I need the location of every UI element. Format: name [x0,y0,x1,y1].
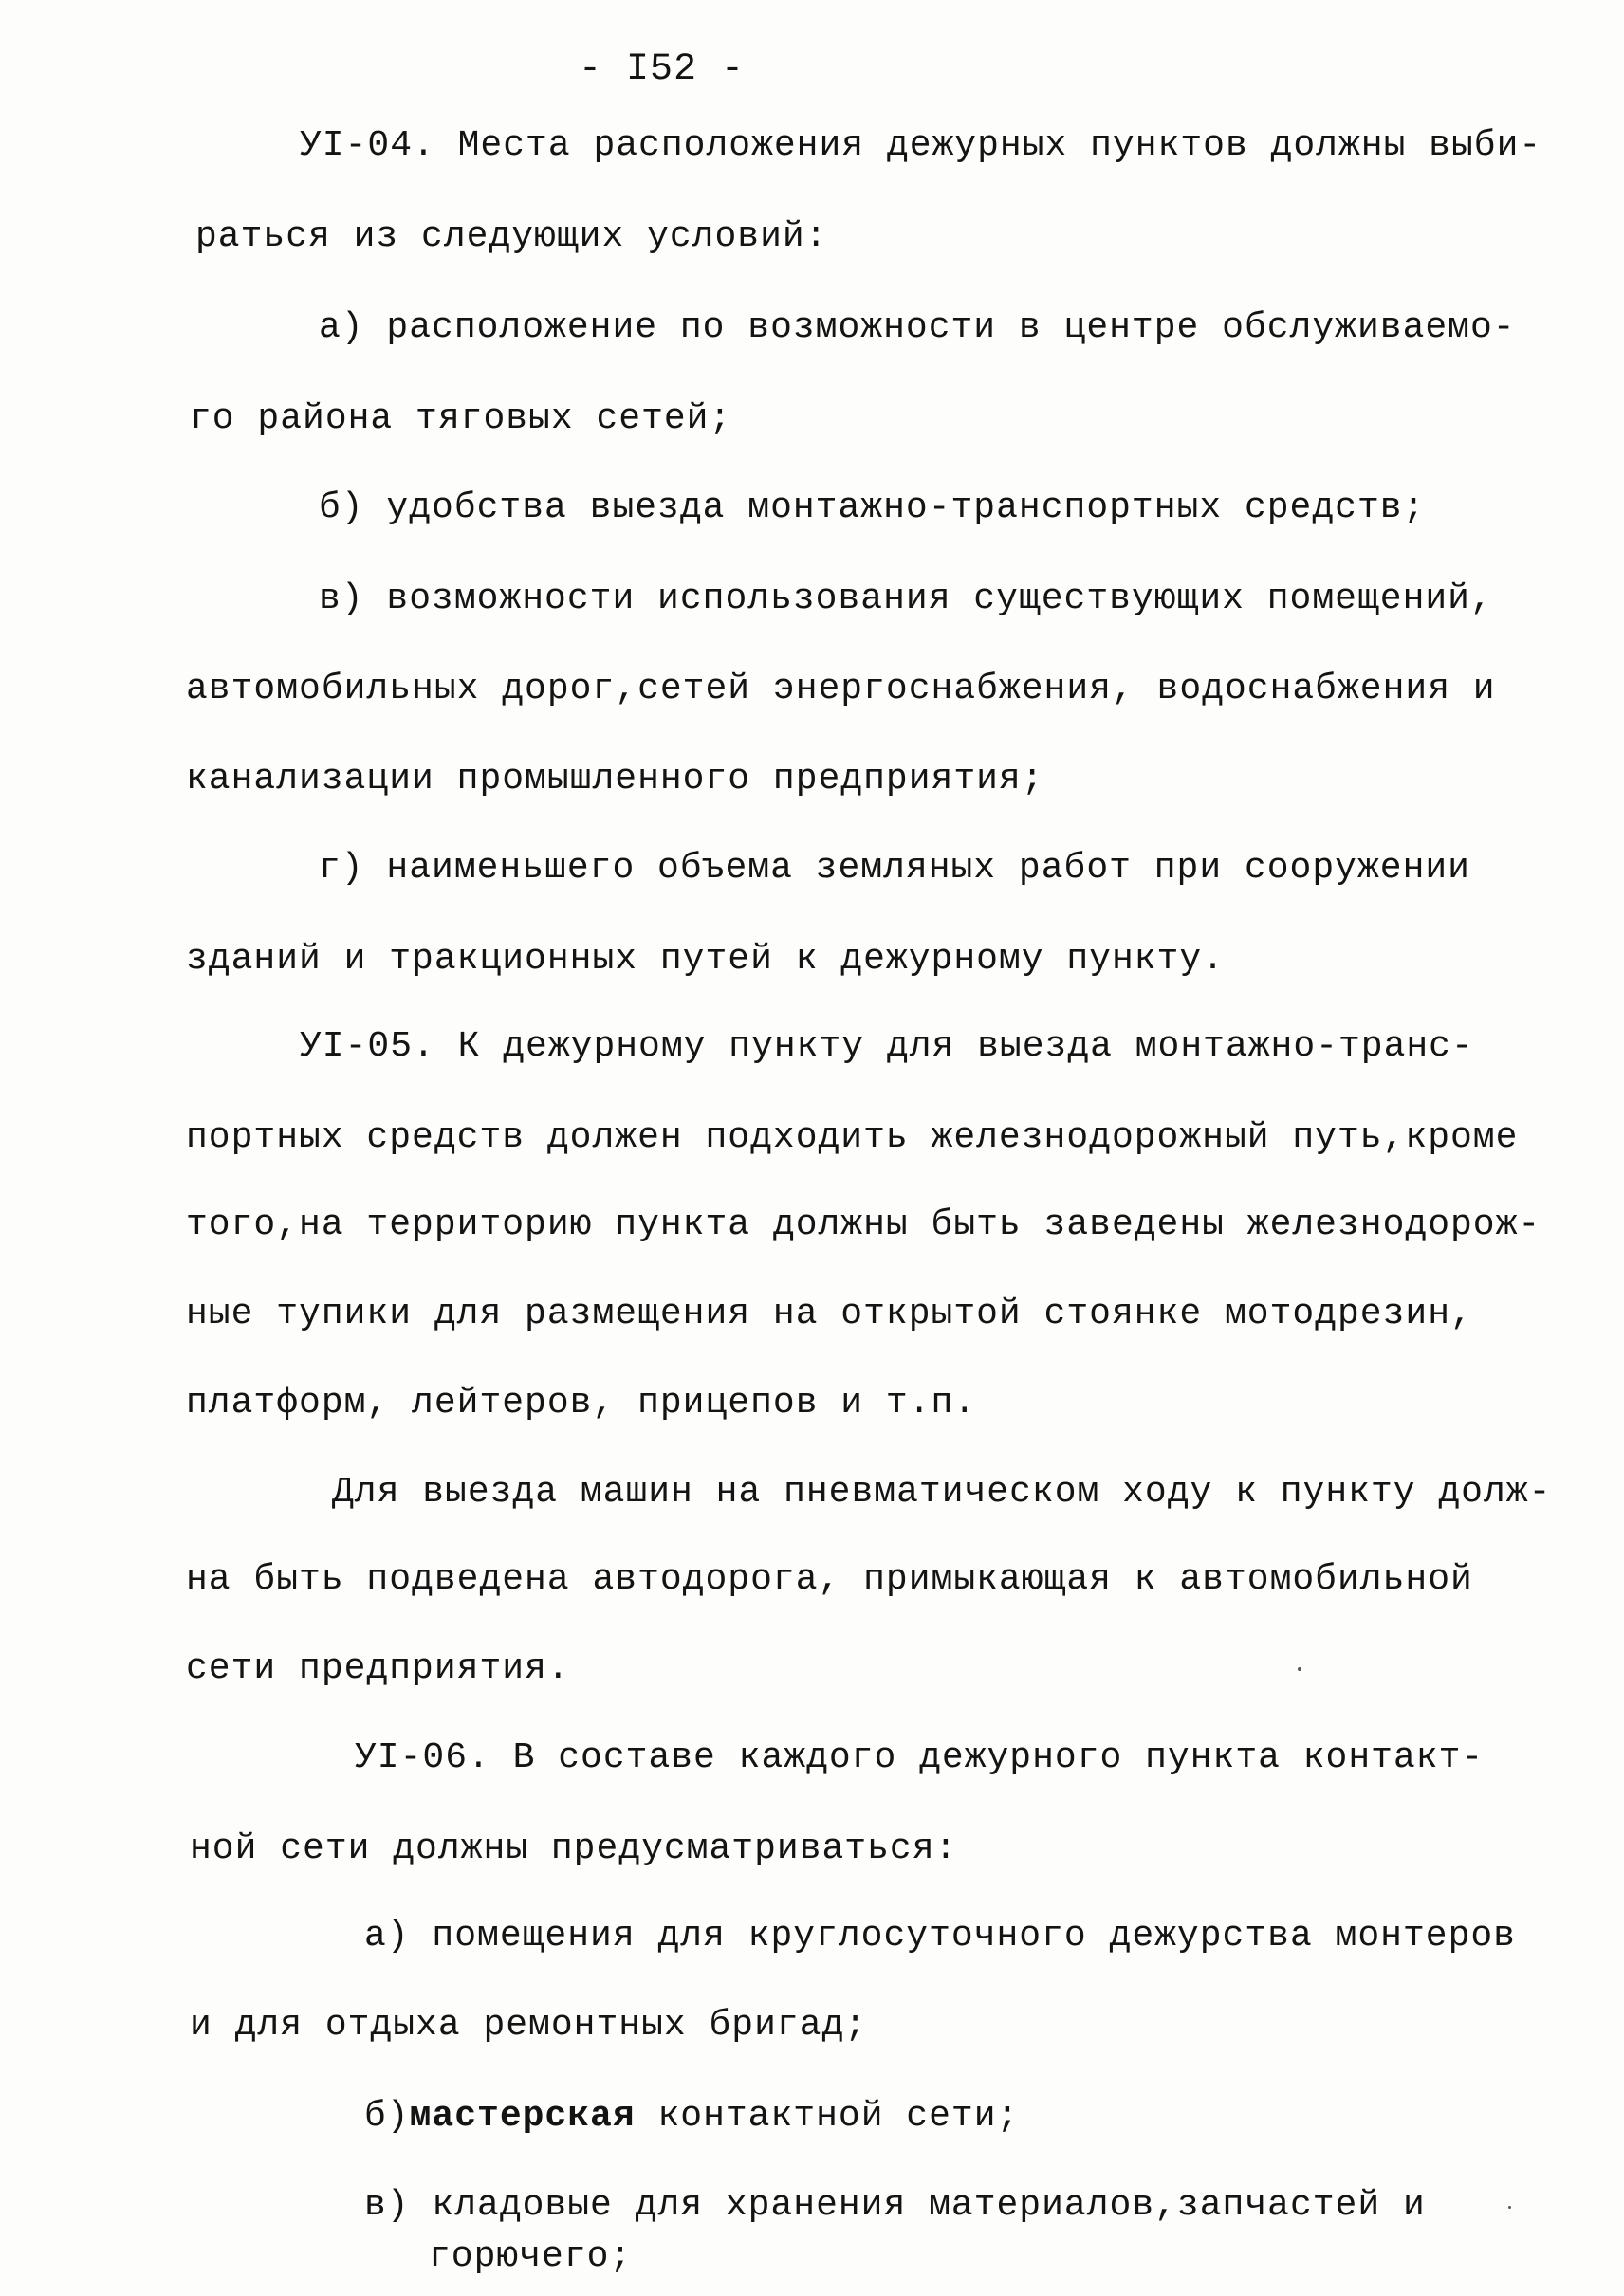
paragraph-line: портных средств должен подходить железнодорожный путь,кроме [186,1117,1519,1158]
paragraph-line: УI-06. В составе каждого дежурного пункта контакт- [355,1737,1485,1778]
list-item-a-line: а) помещения для круглосуточного дежурства монтеров [364,1916,1516,1956]
scan-speck [1508,2206,1511,2209]
list-item-c-line: автомобильных дорог,сетей энергоснабжения, водоснабжения и [186,669,1496,709]
paragraph-line: УI-04. Места расположения дежурных пунктов должны выби- [300,125,1542,166]
list-item-a-line: и для отдыха ремонтных бригад; [190,2005,868,2046]
paragraph-line: того,на территорию пункта должны быть заведены железнодорож- [186,1204,1541,1245]
list-item-d-line: г) наименьшего объема земляных работ при сооружении [319,848,1470,889]
list-item-a-line: а) расположение по возможности в центре обслуживаемо- [319,307,1516,348]
line-remainder: контактной сети; [635,2096,1020,2137]
list-item-d-line: зданий и тракционных путей к дежурному пункту. [186,939,1225,980]
list-item-b-line [364,2094,1019,2140]
scan-speck [1298,1667,1301,1671]
list-item-c-line: в) возможности использования существующих помещений, [319,579,1493,619]
list-item-a-line: го района тяговых сетей; [190,398,732,439]
list-item-b-line: б) удобства выезда монтажно-транспортных средств; [319,487,1426,528]
paragraph-line: сети предприятия. [186,1648,570,1689]
paragraph-line: УI-05. К дежурному пункту для выезда монтажно-транс- [300,1026,1474,1067]
paragraph-line: ной сети должны предусматриваться: [190,1828,958,1869]
emphasized-word: мастерская [409,2096,636,2137]
paragraph-line: ные тупики для размещения на открытой стоянке мотодрезин, [186,1294,1473,1334]
list-item-c-line: в) кладовые для хранения материалов,запчастей и [364,2185,1426,2226]
list-marker: б) [364,2096,410,2137]
paragraph-line: Для выезда машин на пневматическом ходу к пункту долж- [332,1472,1552,1513]
paragraph-line: платформ, лейтеров, прицепов и т.п. [186,1383,977,1424]
list-item-c-line: горючего; [429,2236,633,2277]
paragraph-line: на быть подведена автодорога, примыкающая к автомобильной [186,1559,1473,1600]
list-item-c-line: канализации промышленного предприятия; [186,759,1044,799]
page-number: - I52 - [579,48,746,91]
paragraph-line: раться из следующих условий: [195,216,828,257]
